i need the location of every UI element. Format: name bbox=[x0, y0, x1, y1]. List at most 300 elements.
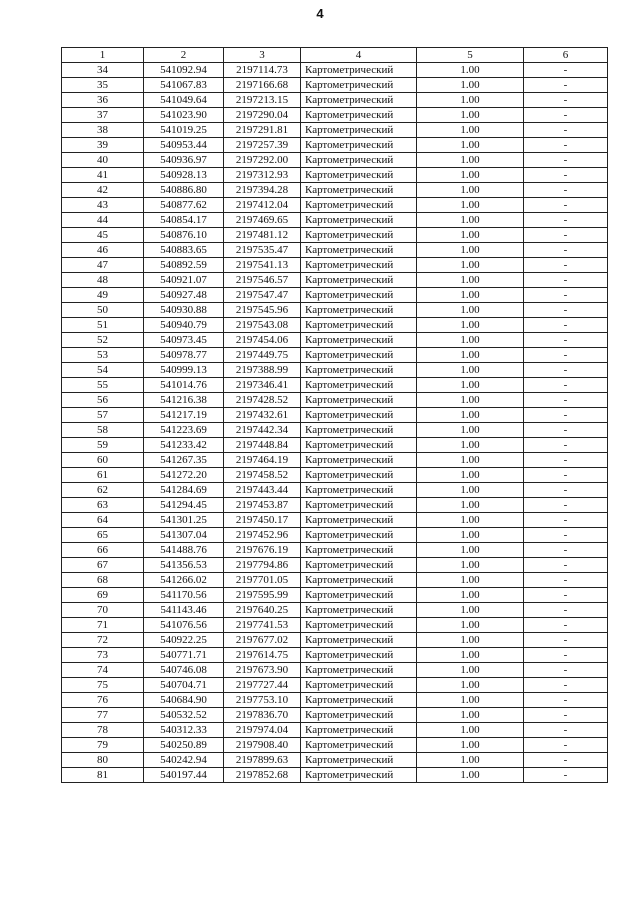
cell-x-coordinate: 540953.44 bbox=[144, 138, 224, 153]
cell-x-coordinate: 540892.59 bbox=[144, 258, 224, 273]
cell-point-number: 34 bbox=[62, 63, 144, 78]
cell-y-coordinate: 2197312.93 bbox=[224, 168, 301, 183]
cell-y-coordinate: 2197412.04 bbox=[224, 198, 301, 213]
cell-x-coordinate: 541217.19 bbox=[144, 408, 224, 423]
cell-method: Картометрический bbox=[301, 183, 417, 198]
cell-point-number: 59 bbox=[62, 438, 144, 453]
cell-method: Картометрический bbox=[301, 408, 417, 423]
cell-point-number: 70 bbox=[62, 603, 144, 618]
cell-x-coordinate: 541076.56 bbox=[144, 618, 224, 633]
cell-accuracy: 1.00 bbox=[417, 438, 524, 453]
cell-point-number: 41 bbox=[62, 168, 144, 183]
table-row bbox=[62, 303, 608, 318]
cell-description: - bbox=[524, 243, 608, 258]
table-row bbox=[62, 63, 608, 78]
cell-y-coordinate: 2197166.68 bbox=[224, 78, 301, 93]
table-row bbox=[62, 723, 608, 738]
cell-y-coordinate: 2197450.17 bbox=[224, 513, 301, 528]
cell-method: Картометрический bbox=[301, 228, 417, 243]
cell-description: - bbox=[524, 318, 608, 333]
cell-x-coordinate: 540771.71 bbox=[144, 648, 224, 663]
cell-method: Картометрический bbox=[301, 723, 417, 738]
cell-method: Картометрический bbox=[301, 768, 417, 783]
cell-description: - bbox=[524, 303, 608, 318]
table-row bbox=[62, 138, 608, 153]
cell-method: Картометрический bbox=[301, 63, 417, 78]
cell-accuracy: 1.00 bbox=[417, 723, 524, 738]
cell-point-number: 46 bbox=[62, 243, 144, 258]
cell-y-coordinate: 2197257.39 bbox=[224, 138, 301, 153]
table-row bbox=[62, 513, 608, 528]
cell-description: - bbox=[524, 498, 608, 513]
cell-x-coordinate: 540886.80 bbox=[144, 183, 224, 198]
cell-x-coordinate: 541267.35 bbox=[144, 453, 224, 468]
cell-x-coordinate: 541170.56 bbox=[144, 588, 224, 603]
cell-accuracy: 1.00 bbox=[417, 93, 524, 108]
cell-y-coordinate: 2197908.40 bbox=[224, 738, 301, 753]
table-row bbox=[62, 318, 608, 333]
cell-method: Картометрический bbox=[301, 378, 417, 393]
table-row bbox=[62, 153, 608, 168]
cell-description: - bbox=[524, 213, 608, 228]
cell-y-coordinate: 2197432.61 bbox=[224, 408, 301, 423]
cell-point-number: 75 bbox=[62, 678, 144, 693]
cell-accuracy: 1.00 bbox=[417, 528, 524, 543]
header-cell-3: 3 bbox=[224, 48, 301, 63]
cell-method: Картометрический bbox=[301, 423, 417, 438]
table-row bbox=[62, 348, 608, 363]
cell-description: - bbox=[524, 573, 608, 588]
cell-description: - bbox=[524, 693, 608, 708]
cell-point-number: 65 bbox=[62, 528, 144, 543]
header-cell-6: 6 bbox=[524, 48, 608, 63]
cell-point-number: 39 bbox=[62, 138, 144, 153]
cell-y-coordinate: 2197974.04 bbox=[224, 723, 301, 738]
table-row bbox=[62, 123, 608, 138]
cell-accuracy: 1.00 bbox=[417, 408, 524, 423]
cell-x-coordinate: 540928.13 bbox=[144, 168, 224, 183]
table-row bbox=[62, 738, 608, 753]
cell-y-coordinate: 2197595.99 bbox=[224, 588, 301, 603]
cell-y-coordinate: 2197836.70 bbox=[224, 708, 301, 723]
cell-accuracy: 1.00 bbox=[417, 693, 524, 708]
cell-method: Картометрический bbox=[301, 333, 417, 348]
cell-accuracy: 1.00 bbox=[417, 483, 524, 498]
cell-y-coordinate: 2197458.52 bbox=[224, 468, 301, 483]
cell-y-coordinate: 2197428.52 bbox=[224, 393, 301, 408]
cell-x-coordinate: 540930.88 bbox=[144, 303, 224, 318]
cell-accuracy: 1.00 bbox=[417, 213, 524, 228]
cell-x-coordinate: 540973.45 bbox=[144, 333, 224, 348]
cell-y-coordinate: 2197453.87 bbox=[224, 498, 301, 513]
cell-method: Картометрический bbox=[301, 633, 417, 648]
cell-x-coordinate: 541294.45 bbox=[144, 498, 224, 513]
table-row bbox=[62, 663, 608, 678]
cell-point-number: 48 bbox=[62, 273, 144, 288]
cell-accuracy: 1.00 bbox=[417, 633, 524, 648]
cell-description: - bbox=[524, 648, 608, 663]
table-row bbox=[62, 168, 608, 183]
cell-accuracy: 1.00 bbox=[417, 318, 524, 333]
table-row bbox=[62, 243, 608, 258]
cell-accuracy: 1.00 bbox=[417, 663, 524, 678]
cell-accuracy: 1.00 bbox=[417, 198, 524, 213]
cell-y-coordinate: 2197701.05 bbox=[224, 573, 301, 588]
cell-description: - bbox=[524, 723, 608, 738]
cell-method: Картометрический bbox=[301, 693, 417, 708]
table-row bbox=[62, 333, 608, 348]
table-row bbox=[62, 78, 608, 93]
cell-method: Картометрический bbox=[301, 678, 417, 693]
cell-accuracy: 1.00 bbox=[417, 123, 524, 138]
cell-x-coordinate: 541356.53 bbox=[144, 558, 224, 573]
cell-method: Картометрический bbox=[301, 153, 417, 168]
cell-accuracy: 1.00 bbox=[417, 378, 524, 393]
cell-x-coordinate: 540936.97 bbox=[144, 153, 224, 168]
cell-y-coordinate: 2197114.73 bbox=[224, 63, 301, 78]
cell-y-coordinate: 2197794.86 bbox=[224, 558, 301, 573]
cell-accuracy: 1.00 bbox=[417, 108, 524, 123]
cell-y-coordinate: 2197292.00 bbox=[224, 153, 301, 168]
cell-x-coordinate: 541272.20 bbox=[144, 468, 224, 483]
cell-x-coordinate: 541266.02 bbox=[144, 573, 224, 588]
table-row bbox=[62, 618, 608, 633]
header-cell-2: 2 bbox=[144, 48, 224, 63]
cell-point-number: 62 bbox=[62, 483, 144, 498]
cell-accuracy: 1.00 bbox=[417, 543, 524, 558]
cell-description: - bbox=[524, 138, 608, 153]
cell-description: - bbox=[524, 708, 608, 723]
cell-y-coordinate: 2197541.13 bbox=[224, 258, 301, 273]
cell-accuracy: 1.00 bbox=[417, 678, 524, 693]
cell-x-coordinate: 541233.42 bbox=[144, 438, 224, 453]
cell-point-number: 56 bbox=[62, 393, 144, 408]
cell-y-coordinate: 2197449.75 bbox=[224, 348, 301, 363]
cell-method: Картометрический bbox=[301, 528, 417, 543]
cell-point-number: 42 bbox=[62, 183, 144, 198]
table-row bbox=[62, 708, 608, 723]
cell-description: - bbox=[524, 348, 608, 363]
table-row bbox=[62, 603, 608, 618]
table-row bbox=[62, 423, 608, 438]
cell-method: Картометрический bbox=[301, 603, 417, 618]
cell-y-coordinate: 2197676.19 bbox=[224, 543, 301, 558]
cell-method: Картометрический bbox=[301, 618, 417, 633]
cell-accuracy: 1.00 bbox=[417, 603, 524, 618]
cell-accuracy: 1.00 bbox=[417, 228, 524, 243]
cell-point-number: 66 bbox=[62, 543, 144, 558]
cell-x-coordinate: 540854.17 bbox=[144, 213, 224, 228]
cell-x-coordinate: 540978.77 bbox=[144, 348, 224, 363]
cell-description: - bbox=[524, 378, 608, 393]
cell-accuracy: 1.00 bbox=[417, 393, 524, 408]
cell-point-number: 55 bbox=[62, 378, 144, 393]
table-row bbox=[62, 768, 608, 783]
cell-description: - bbox=[524, 738, 608, 753]
cell-method: Картометрический bbox=[301, 708, 417, 723]
cell-method: Картометрический bbox=[301, 453, 417, 468]
table-row bbox=[62, 693, 608, 708]
cell-x-coordinate: 540197.44 bbox=[144, 768, 224, 783]
header-cell-5: 5 bbox=[417, 48, 524, 63]
cell-x-coordinate: 540684.90 bbox=[144, 693, 224, 708]
cell-y-coordinate: 2197388.99 bbox=[224, 363, 301, 378]
cell-accuracy: 1.00 bbox=[417, 303, 524, 318]
cell-point-number: 44 bbox=[62, 213, 144, 228]
cell-description: - bbox=[524, 513, 608, 528]
cell-point-number: 49 bbox=[62, 288, 144, 303]
cell-description: - bbox=[524, 93, 608, 108]
table-row bbox=[62, 108, 608, 123]
cell-method: Картометрический bbox=[301, 243, 417, 258]
cell-y-coordinate: 2197443.44 bbox=[224, 483, 301, 498]
cell-method: Картометрический bbox=[301, 93, 417, 108]
cell-description: - bbox=[524, 258, 608, 273]
cell-point-number: 69 bbox=[62, 588, 144, 603]
cell-description: - bbox=[524, 288, 608, 303]
cell-accuracy: 1.00 bbox=[417, 288, 524, 303]
cell-method: Картометрический bbox=[301, 273, 417, 288]
cell-y-coordinate: 2197469.65 bbox=[224, 213, 301, 228]
cell-method: Картометрический bbox=[301, 543, 417, 558]
cell-point-number: 37 bbox=[62, 108, 144, 123]
table-row bbox=[62, 438, 608, 453]
cell-point-number: 61 bbox=[62, 468, 144, 483]
cell-point-number: 50 bbox=[62, 303, 144, 318]
cell-description: - bbox=[524, 273, 608, 288]
cell-method: Картометрический bbox=[301, 573, 417, 588]
cell-accuracy: 1.00 bbox=[417, 513, 524, 528]
cell-accuracy: 1.00 bbox=[417, 573, 524, 588]
table-row bbox=[62, 678, 608, 693]
cell-description: - bbox=[524, 228, 608, 243]
cell-accuracy: 1.00 bbox=[417, 618, 524, 633]
table-row bbox=[62, 648, 608, 663]
cell-point-number: 38 bbox=[62, 123, 144, 138]
header-cell-4: 4 bbox=[301, 48, 417, 63]
table-row bbox=[62, 393, 608, 408]
cell-accuracy: 1.00 bbox=[417, 138, 524, 153]
cell-x-coordinate: 541049.64 bbox=[144, 93, 224, 108]
cell-accuracy: 1.00 bbox=[417, 498, 524, 513]
cell-point-number: 81 bbox=[62, 768, 144, 783]
cell-point-number: 64 bbox=[62, 513, 144, 528]
cell-accuracy: 1.00 bbox=[417, 738, 524, 753]
cell-method: Картометрический bbox=[301, 648, 417, 663]
cell-description: - bbox=[524, 153, 608, 168]
table-header-row bbox=[62, 48, 608, 63]
cell-description: - bbox=[524, 168, 608, 183]
cell-point-number: 60 bbox=[62, 453, 144, 468]
cell-y-coordinate: 2197741.53 bbox=[224, 618, 301, 633]
cell-point-number: 53 bbox=[62, 348, 144, 363]
cell-y-coordinate: 2197673.90 bbox=[224, 663, 301, 678]
cell-x-coordinate: 541223.69 bbox=[144, 423, 224, 438]
table-row bbox=[62, 753, 608, 768]
cell-point-number: 40 bbox=[62, 153, 144, 168]
cell-point-number: 76 bbox=[62, 693, 144, 708]
table-row bbox=[62, 483, 608, 498]
cell-y-coordinate: 2197614.75 bbox=[224, 648, 301, 663]
table-row bbox=[62, 498, 608, 513]
cell-point-number: 80 bbox=[62, 753, 144, 768]
cell-accuracy: 1.00 bbox=[417, 768, 524, 783]
cell-y-coordinate: 2197543.08 bbox=[224, 318, 301, 333]
cell-description: - bbox=[524, 558, 608, 573]
cell-x-coordinate: 541143.46 bbox=[144, 603, 224, 618]
cell-x-coordinate: 540242.94 bbox=[144, 753, 224, 768]
cell-x-coordinate: 541488.76 bbox=[144, 543, 224, 558]
cell-x-coordinate: 540704.71 bbox=[144, 678, 224, 693]
cell-y-coordinate: 2197442.34 bbox=[224, 423, 301, 438]
cell-method: Картометрический bbox=[301, 198, 417, 213]
cell-y-coordinate: 2197213.15 bbox=[224, 93, 301, 108]
table-row bbox=[62, 273, 608, 288]
cell-y-coordinate: 2197727.44 bbox=[224, 678, 301, 693]
cell-point-number: 78 bbox=[62, 723, 144, 738]
cell-method: Картометрический bbox=[301, 753, 417, 768]
cell-point-number: 52 bbox=[62, 333, 144, 348]
cell-x-coordinate: 540883.65 bbox=[144, 243, 224, 258]
cell-y-coordinate: 2197640.25 bbox=[224, 603, 301, 618]
cell-y-coordinate: 2197454.06 bbox=[224, 333, 301, 348]
cell-x-coordinate: 540312.33 bbox=[144, 723, 224, 738]
cell-y-coordinate: 2197346.41 bbox=[224, 378, 301, 393]
cell-method: Картометрический bbox=[301, 513, 417, 528]
cell-point-number: 36 bbox=[62, 93, 144, 108]
table-body bbox=[62, 63, 608, 783]
cell-accuracy: 1.00 bbox=[417, 153, 524, 168]
cell-point-number: 67 bbox=[62, 558, 144, 573]
cell-description: - bbox=[524, 63, 608, 78]
cell-accuracy: 1.00 bbox=[417, 423, 524, 438]
cell-accuracy: 1.00 bbox=[417, 558, 524, 573]
cell-accuracy: 1.00 bbox=[417, 63, 524, 78]
cell-point-number: 51 bbox=[62, 318, 144, 333]
cell-y-coordinate: 2197535.47 bbox=[224, 243, 301, 258]
cell-x-coordinate: 540876.10 bbox=[144, 228, 224, 243]
cell-point-number: 63 bbox=[62, 498, 144, 513]
cell-x-coordinate: 540877.62 bbox=[144, 198, 224, 213]
cell-method: Картометрический bbox=[301, 123, 417, 138]
table-row bbox=[62, 573, 608, 588]
cell-description: - bbox=[524, 753, 608, 768]
cell-x-coordinate: 540532.52 bbox=[144, 708, 224, 723]
table-row bbox=[62, 378, 608, 393]
cell-point-number: 54 bbox=[62, 363, 144, 378]
cell-method: Картометрический bbox=[301, 213, 417, 228]
cell-method: Картометрический bbox=[301, 78, 417, 93]
table-row bbox=[62, 363, 608, 378]
table-row bbox=[62, 228, 608, 243]
table-row bbox=[62, 558, 608, 573]
cell-description: - bbox=[524, 453, 608, 468]
cell-accuracy: 1.00 bbox=[417, 348, 524, 363]
cell-description: - bbox=[524, 408, 608, 423]
cell-accuracy: 1.00 bbox=[417, 78, 524, 93]
cell-x-coordinate: 540940.79 bbox=[144, 318, 224, 333]
cell-method: Картометрический bbox=[301, 363, 417, 378]
cell-description: - bbox=[524, 183, 608, 198]
cell-x-coordinate: 541307.04 bbox=[144, 528, 224, 543]
cell-y-coordinate: 2197753.10 bbox=[224, 693, 301, 708]
cell-x-coordinate: 540250.89 bbox=[144, 738, 224, 753]
cell-point-number: 74 bbox=[62, 663, 144, 678]
cell-x-coordinate: 541301.25 bbox=[144, 513, 224, 528]
cell-method: Картометрический bbox=[301, 288, 417, 303]
cell-method: Картометрический bbox=[301, 138, 417, 153]
cell-description: - bbox=[524, 678, 608, 693]
cell-point-number: 47 bbox=[62, 258, 144, 273]
cell-description: - bbox=[524, 438, 608, 453]
cell-accuracy: 1.00 bbox=[417, 183, 524, 198]
cell-x-coordinate: 540746.08 bbox=[144, 663, 224, 678]
cell-accuracy: 1.00 bbox=[417, 243, 524, 258]
cell-y-coordinate: 2197394.28 bbox=[224, 183, 301, 198]
cell-description: - bbox=[524, 588, 608, 603]
cell-y-coordinate: 2197546.57 bbox=[224, 273, 301, 288]
table-row bbox=[62, 453, 608, 468]
cell-method: Картометрический bbox=[301, 558, 417, 573]
header-cell-1: 1 bbox=[62, 48, 144, 63]
cell-point-number: 35 bbox=[62, 78, 144, 93]
cell-description: - bbox=[524, 198, 608, 213]
cell-method: Картометрический bbox=[301, 393, 417, 408]
cell-method: Картометрический bbox=[301, 168, 417, 183]
table-row bbox=[62, 543, 608, 558]
cell-accuracy: 1.00 bbox=[417, 708, 524, 723]
cell-y-coordinate: 2197545.96 bbox=[224, 303, 301, 318]
cell-description: - bbox=[524, 633, 608, 648]
cell-accuracy: 1.00 bbox=[417, 333, 524, 348]
cell-y-coordinate: 2197452.96 bbox=[224, 528, 301, 543]
cell-point-number: 73 bbox=[62, 648, 144, 663]
cell-description: - bbox=[524, 768, 608, 783]
cell-method: Картометрический bbox=[301, 348, 417, 363]
cell-accuracy: 1.00 bbox=[417, 468, 524, 483]
cell-accuracy: 1.00 bbox=[417, 363, 524, 378]
cell-description: - bbox=[524, 363, 608, 378]
cell-method: Картометрический bbox=[301, 258, 417, 273]
cell-description: - bbox=[524, 603, 608, 618]
cell-description: - bbox=[524, 468, 608, 483]
cell-point-number: 79 bbox=[62, 738, 144, 753]
cell-accuracy: 1.00 bbox=[417, 648, 524, 663]
cell-description: - bbox=[524, 663, 608, 678]
cell-x-coordinate: 540999.13 bbox=[144, 363, 224, 378]
cell-description: - bbox=[524, 78, 608, 93]
cell-point-number: 72 bbox=[62, 633, 144, 648]
cell-accuracy: 1.00 bbox=[417, 258, 524, 273]
cell-accuracy: 1.00 bbox=[417, 273, 524, 288]
cell-description: - bbox=[524, 108, 608, 123]
cell-point-number: 71 bbox=[62, 618, 144, 633]
cell-y-coordinate: 2197899.63 bbox=[224, 753, 301, 768]
cell-method: Картометрический bbox=[301, 318, 417, 333]
cell-method: Картометрический bbox=[301, 498, 417, 513]
cell-x-coordinate: 541067.83 bbox=[144, 78, 224, 93]
cell-x-coordinate: 540922.25 bbox=[144, 633, 224, 648]
cell-description: - bbox=[524, 483, 608, 498]
table-row bbox=[62, 183, 608, 198]
cell-method: Картометрический bbox=[301, 663, 417, 678]
cell-method: Картометрический bbox=[301, 303, 417, 318]
cell-description: - bbox=[524, 423, 608, 438]
cell-x-coordinate: 541216.38 bbox=[144, 393, 224, 408]
cell-point-number: 45 bbox=[62, 228, 144, 243]
cell-y-coordinate: 2197291.81 bbox=[224, 123, 301, 138]
cell-x-coordinate: 540927.48 bbox=[144, 288, 224, 303]
